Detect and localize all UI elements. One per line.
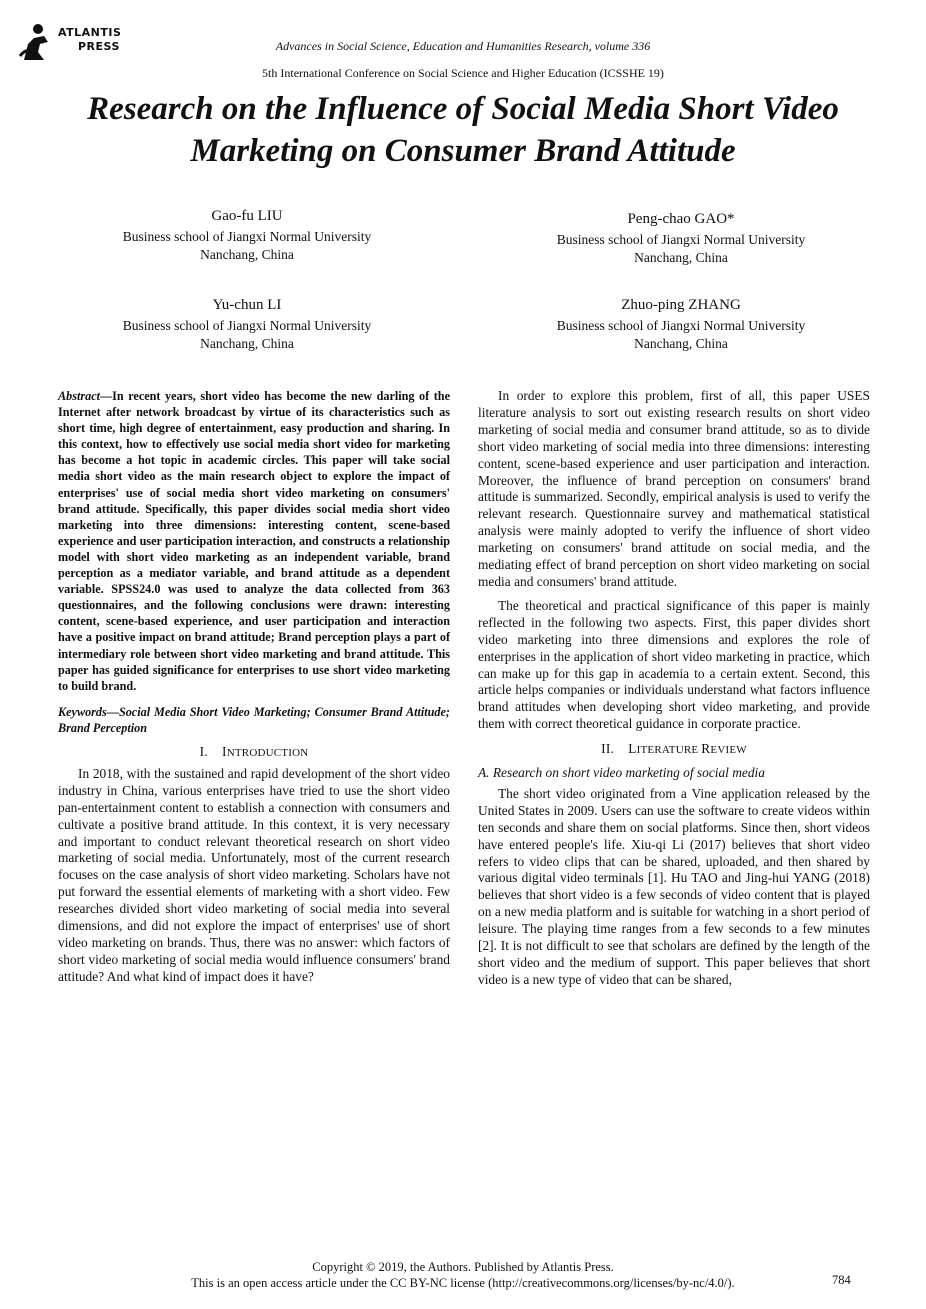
- abstract-text: —In recent years, short video has become the new darling of the Internet after network broadcast by virtue of its characteristics such as short time, high degree of entertainment, easy production and sharing. In this context, how to effectively use social media short video for marketing has become a hot topic in academic circles. This paper will take social media short video as the main research object to explore the impact of enterprises' use of social media short video marketing on consumers' brand attitude. Specifically, this paper divides social media short video marketing into three dimensions: interesting content, scene-based experience and user participation interaction, and constructs a relationship model with short video marketing as an independent variable, brand perception as a mediator variable, and brand attitude as a dependent variable. SPSS24.0 was used to analyze the data collected from 363 questionnaires, and the following conclusions were drawn: interesting content, scene-based experience, and user participation and interaction have a positive impact on brand attitude; Brand perception plays a part of intermediary role between short video marketing and brand attitude. This paper has guided significance for enterprises to use short video marketing to build brand.: [58, 389, 450, 693]
- copyright-line: Copyright © 2019, the Authors. Published by Atlantis Press.: [312, 1260, 614, 1274]
- body-paragraph: In 2018, with the sustained and rapid development of the short video industry in China, various enterprises have tried to use the short video pan-entertainment content to establish a connection with consumers and cultivate a positive brand attitude. In this context, it is very necessary and important to conduct relevant theoretical research on short video marketing of social media. Unfortunately, most of the current research focuses on the case analysis of short video marketing. Scholars have not put forward the essential elements of marketing with a short video. Few researches divided short video marketing of social media into several dimensions, and did not explore the impact of enterprises' use of short video marketing on brands. Thus, there was no answer: which factors of short video marketing of social media would influence consumers' brand attitude? And what kind of impact does it have?: [58, 765, 450, 984]
- section-number: II.: [601, 741, 615, 757]
- footer: [0, 1259, 926, 1291]
- page-number: 784: [832, 1273, 851, 1287]
- author-name: Yu-chun LI: [212, 297, 282, 313]
- section-number: I.: [199, 743, 208, 759]
- author-block: [491, 296, 871, 353]
- right-column: [478, 388, 870, 996]
- license-line: This is an open access article under the CC BY-NC license (http://creativecommons.org/licenses/by-nc/4.0/).: [191, 1276, 735, 1290]
- author-affiliation: Business school of Jiangxi Normal University: [556, 232, 806, 247]
- logo-word-atlantis: ATLANTIS: [58, 26, 122, 39]
- left-column: [58, 388, 450, 993]
- author-block: [491, 210, 871, 267]
- author-name: Gao-fu LIU: [211, 208, 283, 224]
- section-title-initial: R: [701, 741, 711, 757]
- keywords-text: —Social Media Short Video Marketing; Consumer Brand Attitude; Brand Perception: [58, 704, 450, 735]
- body-paragraph: In order to explore this problem, first of all, this paper USES literature analysis to sort out existing research results on short video marketing of social media and consumer brand attitude, so as to divide short video marketing of social media into three dimensions: interesting content, scene-based experience and user participation and interaction. Moreover, the influence of brand perception on consumers' brand attitude is summarized. Secondly, empirical analysis is used to verify the relevant research. Questionnaire survey and mathematical statistical analysis were mainly adopted to verify the influence of short video marketing on consumers' brand attitude on social media, and the mediating effect of brand perception on short video marketing on social media and consumers' brand attitude.: [478, 388, 870, 589]
- keywords-label: Keywords: [58, 704, 107, 719]
- abstract: [58, 388, 450, 694]
- author-name: Peng-chao GAO*: [627, 211, 735, 227]
- section-title-initial: I: [222, 743, 227, 759]
- body-paragraph: The theoretical and practical significance of this paper is mainly reflected in the following two aspects. First, this paper divides short video marketing into three dimensions and explores the role of enterprises in the application of short video marketing in practice, which can make up for this gap in academia to a certain extent. Second, this article helps companies or individuals understand what factors influence brand attitudes when developing short video marketing, and provide them with correct theoretical guidance in corporate practice.: [478, 597, 870, 732]
- body-paragraph: The short video originated from a Vine application released by the United States in 2009. Users can use the software to create videos within ten seconds and share them on social platforms. Since then, short videos have entered people's life. Xiu-qi Li (2017) believes that short video refers to video clips that can be shared, uploaded, and then shared by various digital video terminals [1]. Hu TAO and Jing-hui YANG (2018) believes that short video is a few seconds of video content that is played on a new media platform and is suitable for watching in a short period of leisure. The playing time ranges from a few seconds to a few minutes [2]. It is not difficult to see that scholars are defined by the length of the short video and the medium of support. This paper believes that short video is a new type of video that can be shared,: [478, 785, 870, 987]
- section-title-rest: NTRODUCTION: [226, 746, 309, 759]
- conference-header: 5th International Conference on Social Science and Higher Education (ICSSHE 19): [262, 66, 664, 80]
- subsection-heading: A. Research on short video marketing of social media: [478, 765, 765, 781]
- keywords: [58, 704, 450, 736]
- section-title-rest: ITERATURE: [636, 744, 702, 757]
- author-block: [57, 207, 437, 264]
- author-location: Nanchang, China: [200, 336, 294, 351]
- section-heading-introduction: [58, 744, 450, 762]
- author-affiliation: Business school of Jiangxi Normal University: [122, 229, 372, 244]
- author-name: Zhuo-ping ZHANG: [621, 297, 741, 313]
- author-affiliation: Business school of Jiangxi Normal University: [556, 318, 806, 333]
- author-location: Nanchang, China: [634, 336, 728, 351]
- journal-header: Advances in Social Science, Education and Humanities Research, volume 336: [275, 39, 651, 53]
- author-location: Nanchang, China: [634, 250, 728, 265]
- section-heading-literature-review: [478, 741, 870, 759]
- logo-word-press: PRESS: [78, 40, 120, 53]
- author-block: [57, 296, 437, 353]
- abstract-label: Abstract: [58, 389, 100, 403]
- author-affiliation: Business school of Jiangxi Normal University: [122, 318, 372, 333]
- paper-title: Research on the Influence of Social Media Short Video Marketing on Consumer Brand Attitude: [87, 91, 839, 169]
- section-title-initial: L: [628, 741, 637, 757]
- author-location: Nanchang, China: [200, 247, 294, 262]
- section-title-rest: EVIEW: [710, 744, 747, 757]
